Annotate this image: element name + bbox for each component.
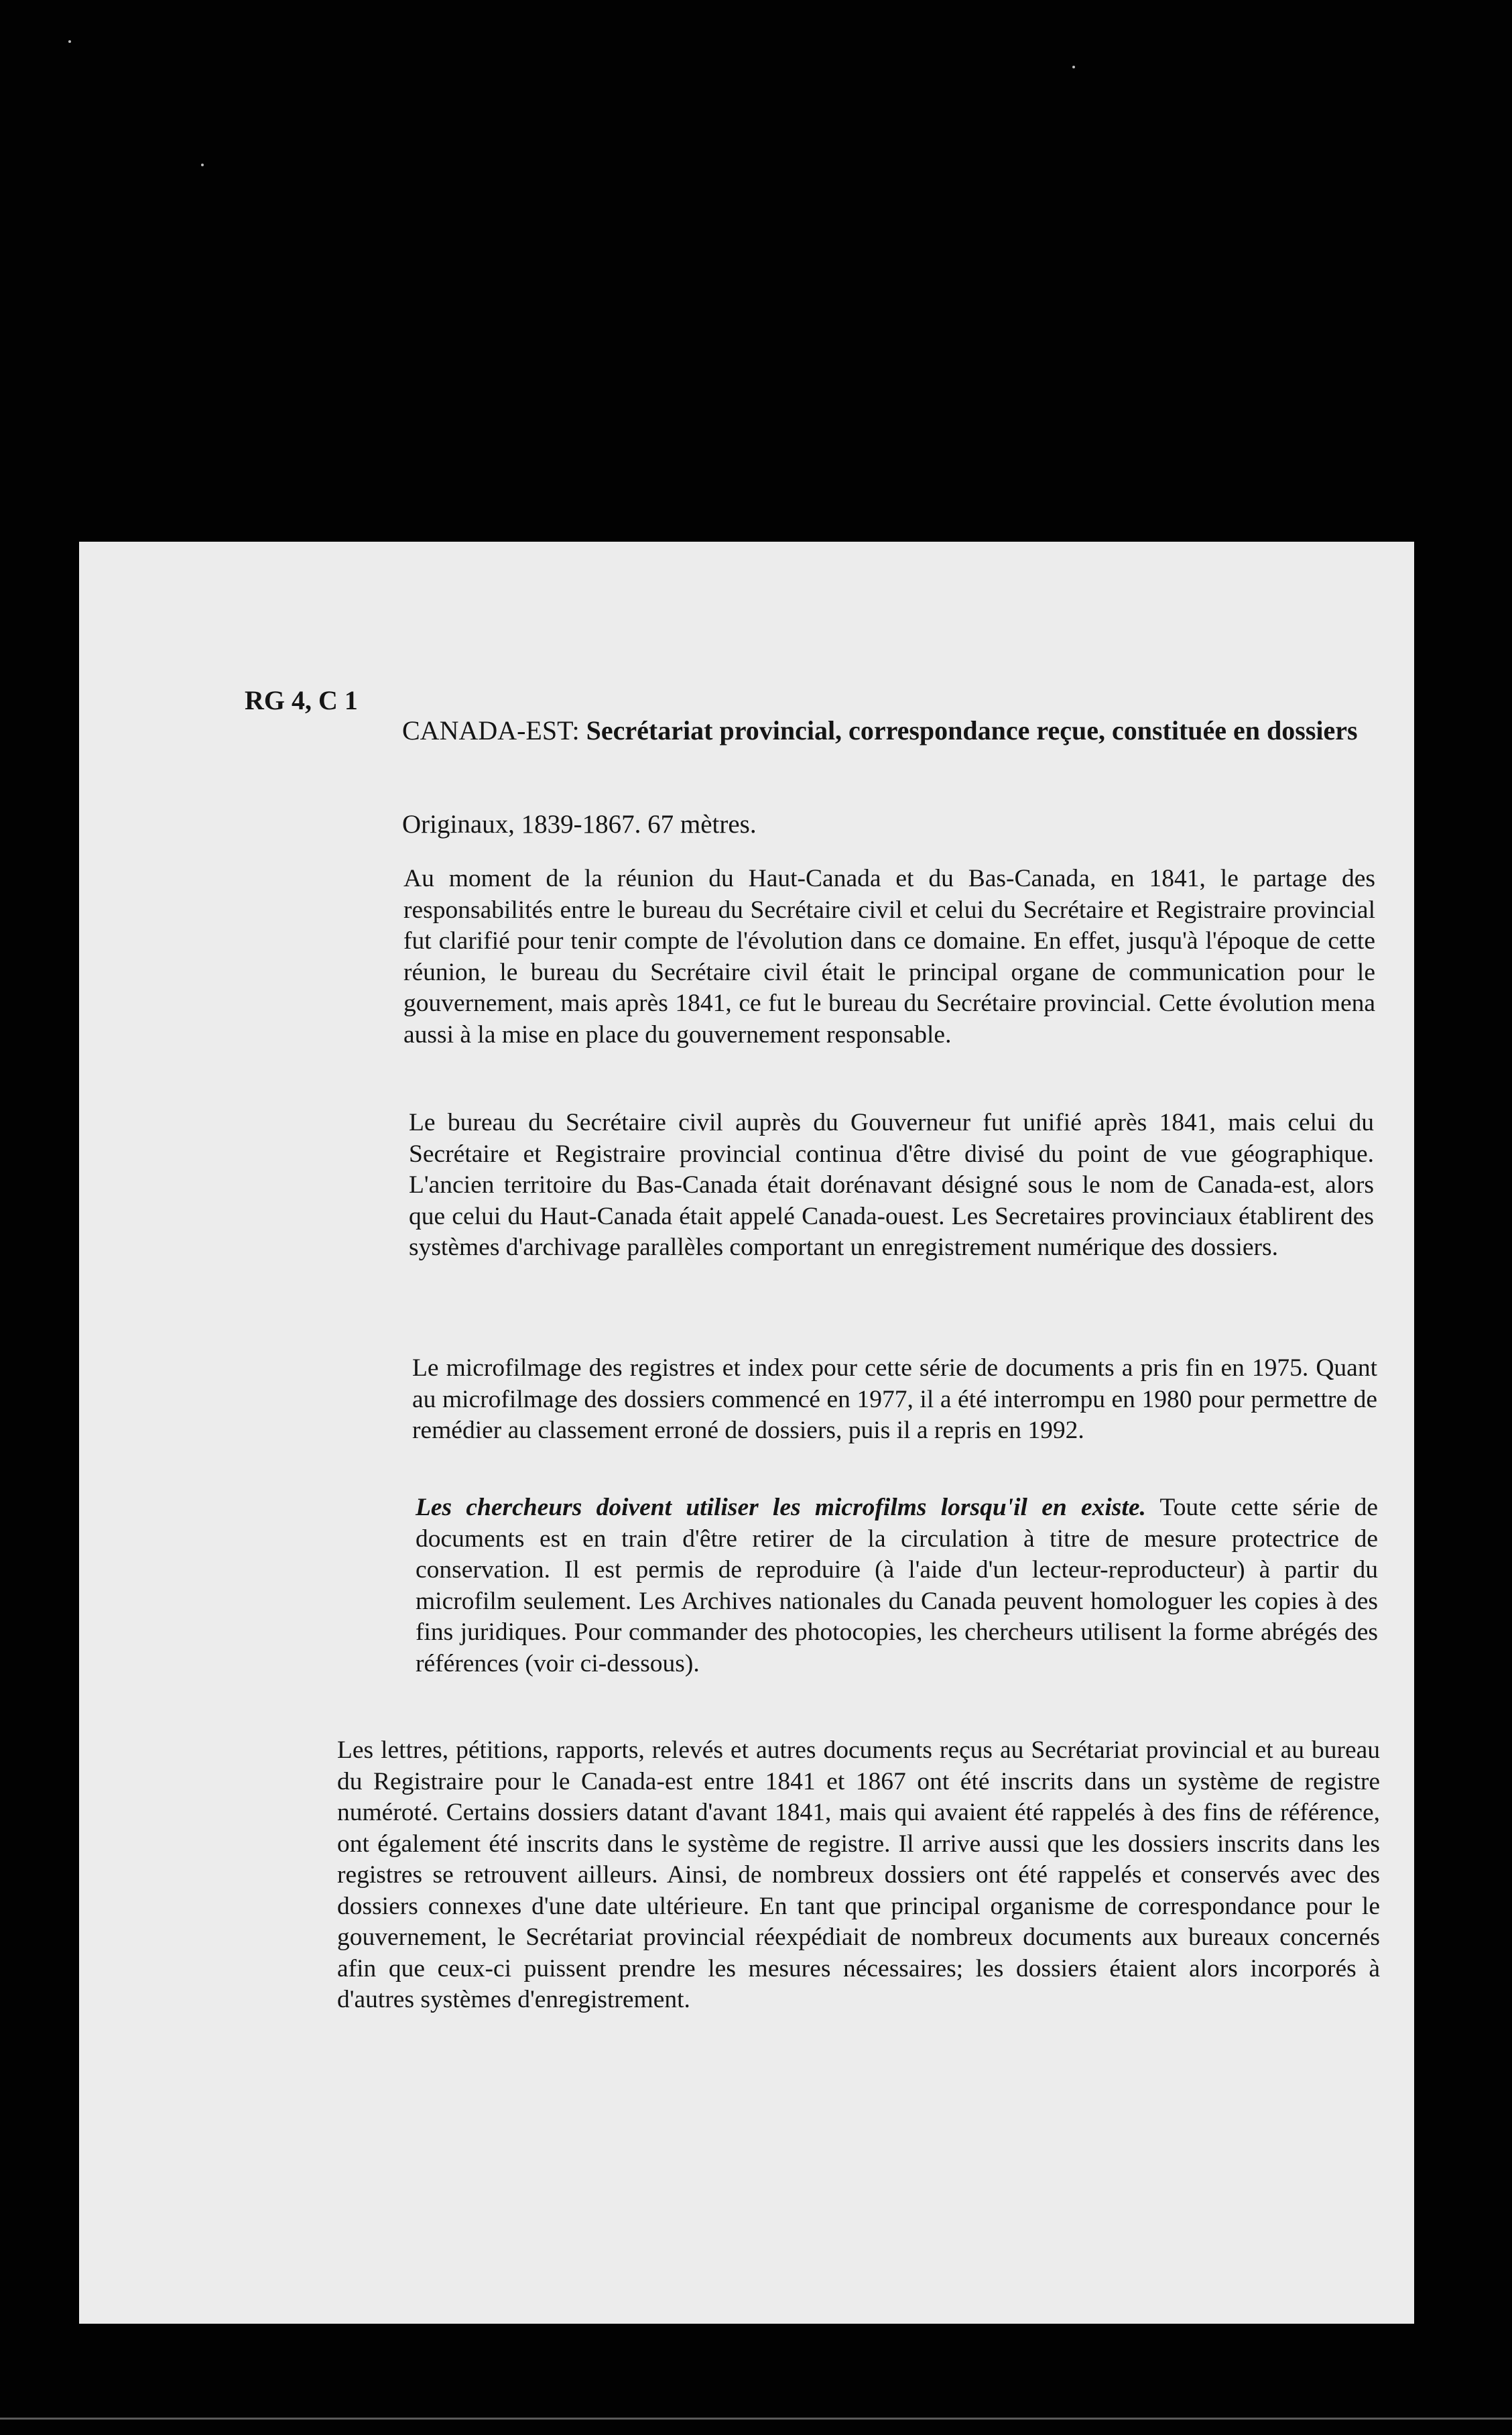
title-label: CANADA-EST: (402, 715, 580, 746)
access-restriction-note: Les chercheurs doivent utiliser les microfilms lorsqu'il en existe. (416, 1494, 1146, 1521)
document-page (79, 542, 1414, 2324)
extent-line: Originaux, 1839-1867. 67 mètres. (402, 810, 757, 839)
paragraph-registry: Les lettres, pétitions, rapports, relevés et autres documents reçus au Secrétariat provincial et au bureau du Registraire pour le Canada-est entre 1841 et 1867 ont été inscrits dans un système de registre numéroté. Certains dossiers datant d'avant 1841, mais qui avaient été rappelés à des fins de référence, ont également été inscrits dans le système de registre. Il arrive aussi que les dossiers inscrits dans les registres se retrouvent ailleurs. Ainsi, de nombreux dossiers ont été rappelés et conservés avec des dossiers connexes d'une date ultérieure. En tant que principal organisme de correspondance pour le gouvernement, le Secrétariat provincial réexpédiait de nombreux documents aux bureaux concernés afin que ceux-ci puissent prendre les mesures nécessaires; les dossiers étaient alors incorporés à d'autres systèmes d'enregistrement. (337, 1736, 1380, 2013)
paragraph-division: Le bureau du Secrétaire civil auprès du Gouverneur fut unifié après 1841, mais celui du Secrétaire et Registraire provincial continua d'être divisé du point de vue géographique. L'ancien territoire du Bas-Canada était dorénavant désigné sous le nom de Canada-est, alors que celui du Haut-Canada était appelé Canada-ouest. Les Secretaires provinciaux établirent des systèmes d'archivage parallèles comportant un enregistrement numérique des dossiers. (409, 1109, 1374, 1261)
document-title (402, 715, 1377, 746)
access-restriction-text: Toute cette série de documents est en train d'être retirer de la circulation à titre de mesure protectrice de conservation. Il est permis de reproduire (à l'aide d'un lecteur-reproducteur) à partir du microfilm seulement. Les Archives nationales du Canada peuvent homologuer les copies à des fins juridiques. Pour commander des photocopies, les chercheurs utilisent la forme abrégés des références (voir ci-dessous). (416, 1494, 1378, 1677)
series-code: RG 4, C 1 (245, 685, 358, 715)
title-text: Secrétariat provincial, correspondance reçue, constituée en dossiers (586, 715, 1358, 746)
film-speck (201, 164, 204, 166)
paragraph-microfilming: Le microfilmage des registres et index pour cette série de documents a pris fin en 1975. Quant au microfilmage des dossiers commencé en 1977, il a été interrompu en 1980 pour permettre de remédier au classement erroné de dossiers, puis il a repris en 1992. (412, 1354, 1377, 1444)
film-speck (1072, 66, 1075, 68)
paragraph-access-note (416, 1492, 1378, 1679)
paragraph-history: Au moment de la réunion du Haut-Canada et du Bas-Canada, en 1841, le partage des responsabilités entre le bureau du Secrétaire civil et celui du Secrétaire et Registraire provincial fut clarifié pour tenir compte de l'évolution dans ce domaine. En effet, jusqu'à l'époque de cette réunion, le bureau du Secrétaire civil était le principal organe de communication pour le gouvernement, mais après 1841, ce fut le bureau du Secrétaire provincial. Cette évolution mena aussi à la mise en place du gouvernement responsable. (403, 865, 1375, 1049)
film-edge-line (0, 2418, 1512, 2420)
film-speck (68, 40, 71, 43)
